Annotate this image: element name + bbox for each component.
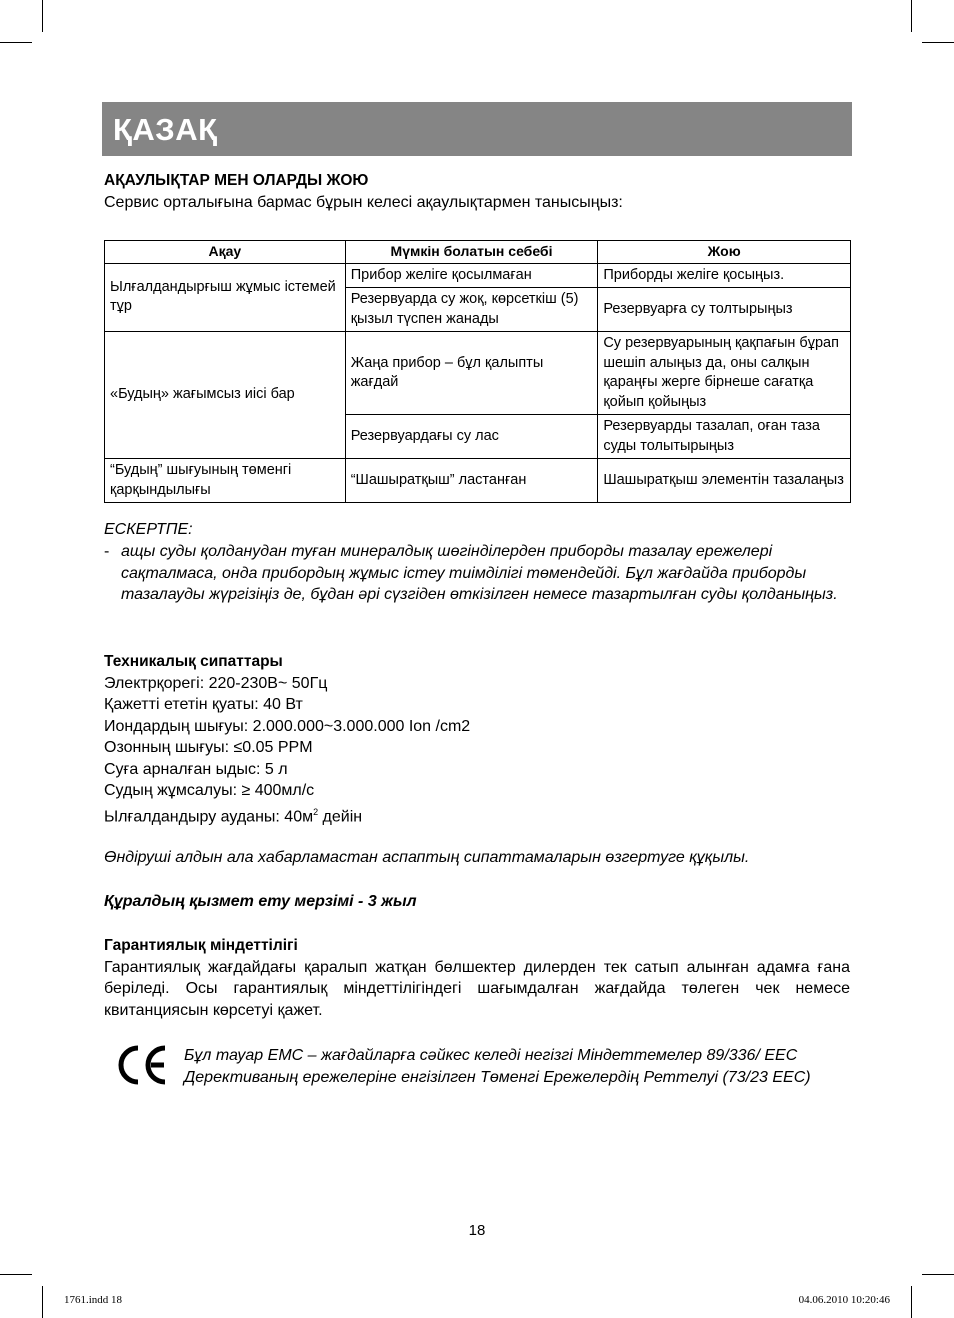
note-dash: - <box>104 543 110 560</box>
service-life: Құралдың қызмет ету мерзімі - 3 жыл <box>104 893 417 910</box>
banner-title: ҚАЗАҚ <box>113 112 218 147</box>
warranty-section <box>104 935 850 1021</box>
cause-cell: Прибор желіге қосылмаған <box>345 263 598 288</box>
area-suffix: дейін <box>318 807 363 825</box>
troubleshooting-section <box>104 170 850 213</box>
cause-cell: Резервуарда су жоқ, көрсеткіш (5) қызыл түспен жанады <box>345 288 598 332</box>
spec-line: Қажетті ететін қуаты: 40 Вт <box>104 696 303 713</box>
fix-cell: Шашыратқыш элементін тазалаңыз <box>598 459 851 503</box>
footer-file: 1761.indd 18 <box>64 1294 123 1306</box>
cause-cell: Жаңа прибор – бұл қалыпты жағдай <box>345 332 598 415</box>
specs-section <box>104 651 850 827</box>
column-header: Жою <box>598 241 851 264</box>
warranty-heading: Гарантиялық міндеттілігі <box>104 937 298 954</box>
table-row <box>105 332 851 415</box>
table-row <box>105 459 851 503</box>
fix-cell: Приборды желіге қосыңыз. <box>598 263 851 288</box>
area-sup: 2 <box>313 806 319 817</box>
crop-mark <box>42 1286 43 1318</box>
fault-cell: Ылғалдандырғыш жұмыс істемей тұр <box>105 263 346 332</box>
warranty-text: Гарантиялық жағдайдағы қаралып жатқан бөлшектер дилерден тек сатып алынған адамға ғана беріледі. Осы гарантиялық міндеттілігіндегі шағымдалған жағдайда төлеген чек немесе квитанциясын көрсетуі қажет. <box>104 958 850 1019</box>
ce-mark-icon <box>118 1045 170 1090</box>
fault-cell: “Будың” шығуының төменгі қарқындылығы <box>105 459 346 503</box>
cause-cell: “Шашыратқыш” ластанған <box>345 459 598 503</box>
spec-line: Электрқорегі: 220-230В~ 50Гц <box>104 674 328 692</box>
area-prefix: Ылғалдандыру ауданы: 40м <box>104 807 314 825</box>
ce-declaration: Бұл тауар ЕМС – жағдайларға сәйкес келеді негізгі Міндеттемелер 89/336/ ЕЕС Дерективаның ережелеріне енгізілген Төменгі Ережелердің Реттелуі (73/23 ЕЕС) <box>184 1047 811 1086</box>
spec-line: Иондардың шығуы: 2.000.000~3.000.000 Ion /cm2 <box>104 717 471 735</box>
table-header-row <box>105 241 851 264</box>
crop-mark <box>0 1274 32 1275</box>
fault-cell: «Будың» жағымсыз иісі бар <box>105 332 346 459</box>
table-row <box>105 263 851 288</box>
fix-cell: Резервуарға су толтырыңыз <box>598 288 851 332</box>
column-header: Мүмкін болатын себебі <box>345 241 598 264</box>
troubleshooting-heading: АҚАУЛЫҚТАР МЕН ОЛАРДЫ ЖОЮ <box>104 172 369 189</box>
column-header: Ақау <box>105 241 346 264</box>
troubleshooting-intro: Сервис орталығына бармас бұрын келесі ақаулықтармен танысыңыз: <box>104 193 623 211</box>
manufacturer-note: Өндіруші алдын ала хабарламастан аспаптың сипаттамаларын өзгертуге құқылы. <box>104 849 750 866</box>
note-item <box>104 541 844 606</box>
crop-mark <box>922 42 954 43</box>
spec-line-area <box>104 802 850 828</box>
footer-datetime: 04.06.2010 10:20:46 <box>798 1294 890 1306</box>
cause-cell: Резервуардағы су лас <box>345 415 598 459</box>
note-text: ащы суды қолданудан туған минералдық шөгінділерден приборды тазалау ережелері сақталмаса, онда прибордың жұмыс істеу тиімділігі төмендейді. Бұл жағдайда приборды тазалауды жүргізіңіз де, бұдан әрі сүзгіден өткізілген немесе тазартылған суды қолданыңыз. <box>121 543 838 603</box>
troubleshooting-table <box>104 240 851 503</box>
crop-mark <box>922 1274 954 1275</box>
specs-heading: Техникалық сипаттары <box>104 653 283 670</box>
note-title: ЕСКЕРТПЕ: <box>104 521 193 538</box>
spec-line: Озонның шығуы: ≤0.05 PPM <box>104 739 313 756</box>
crop-mark <box>42 0 43 32</box>
language-banner <box>102 102 852 156</box>
spec-line: Суға арналған ыдыс: 5 л <box>104 760 288 778</box>
fix-cell: Су резервуарының қақпағын бұрап шешіп алыңыз да, оны салқын қараңғы жерге бірнеше сағатқа қойып қойыңыз <box>598 332 851 415</box>
crop-mark <box>0 42 32 43</box>
crop-mark <box>911 0 912 32</box>
page-number: 18 <box>468 1222 486 1239</box>
spec-line: Судың жұмсалуы: ≥ 400мл/с <box>104 782 315 799</box>
crop-mark <box>911 1286 912 1318</box>
fix-cell: Резервуарды тазалап, оған таза суды толытырыңыз <box>598 415 851 459</box>
